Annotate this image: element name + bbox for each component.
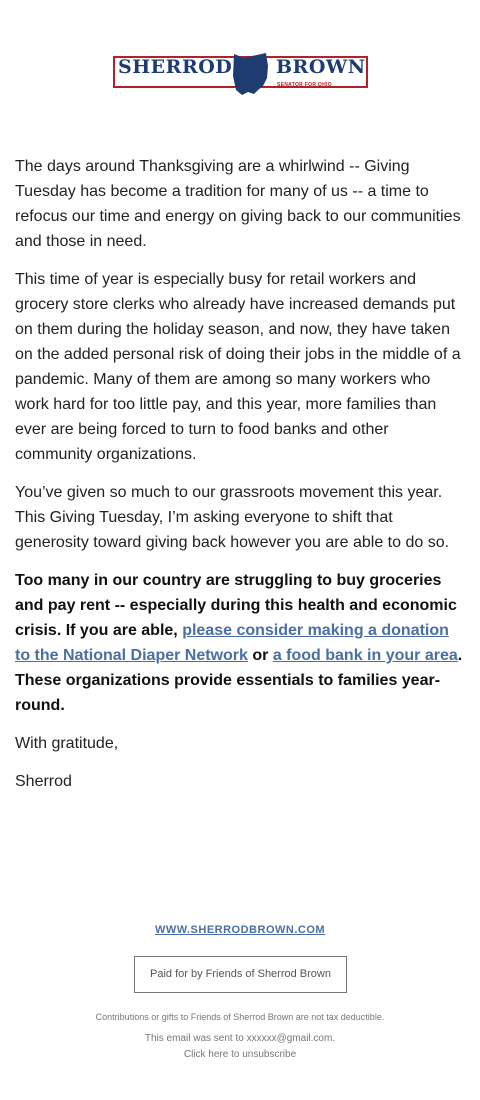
paragraph-donate <box>15 568 467 718</box>
paragraph-workers: This time of year is especially busy for retail workers and grocery store clerks who already have increased demands put on them during the holiday season, and now, they have taken on the added personal risk of doing their jobs in the middle of a pandemic. Many of them are among so many workers who work hard for too little pay, and this year, more families than ever are being forced to turn to food banks and other community organizations. <box>15 271 461 463</box>
food-bank-link[interactable]: a food bank in your area <box>272 647 458 664</box>
email-body <box>15 154 467 807</box>
paid-for-disclaimer-box: Paid for by Friends of Sherrod Brown <box>134 956 347 993</box>
recipient-notice: This email was sent to xxxxxx@gmail.com. <box>144 1033 336 1044</box>
ohio-state-icon <box>230 52 272 96</box>
website-link[interactable]: WWW.SHERRODBROWN.COM <box>154 924 326 936</box>
paragraph-intro: The days around Thanksgiving are a whirlwind -- Giving Tuesday has become a tradition for many of us -- a time to refocus our time and energy on giving back to our communities and those in need. <box>15 158 461 250</box>
unsubscribe-link[interactable]: Click here to unsubscribe <box>183 1049 297 1060</box>
tax-disclaimer: Contributions or gifts to Friends of Sherrod Brown are not tax deductible. <box>95 1012 385 1022</box>
logo-word-brown: BROWN <box>276 56 366 78</box>
donate-outro-text: . These organizations provide essentials to families year-round. <box>15 647 463 714</box>
logo-tagline: SENATOR FOR OHIO <box>277 82 332 88</box>
logo-word-sherrod: SHERROD <box>118 56 233 78</box>
signature: Sherrod <box>15 773 72 790</box>
campaign-logo <box>0 52 480 98</box>
donate-intro-text: Too many in our country are struggling to buy groceries and pay rent -- especially during this health and economic crisis. If you are able, <box>15 572 457 639</box>
closing-text: With gratitude, <box>15 735 119 752</box>
diaper-network-link[interactable]: please consider making a donation to the National Diaper Network <box>15 622 449 664</box>
paragraph-ask: You’ve given so much to our grassroots movement this year. This Giving Tuesday, I’m asking everyone to shift that generosity toward giving back however you are able to do so. <box>15 484 450 551</box>
donate-or-text: or <box>247 647 273 664</box>
